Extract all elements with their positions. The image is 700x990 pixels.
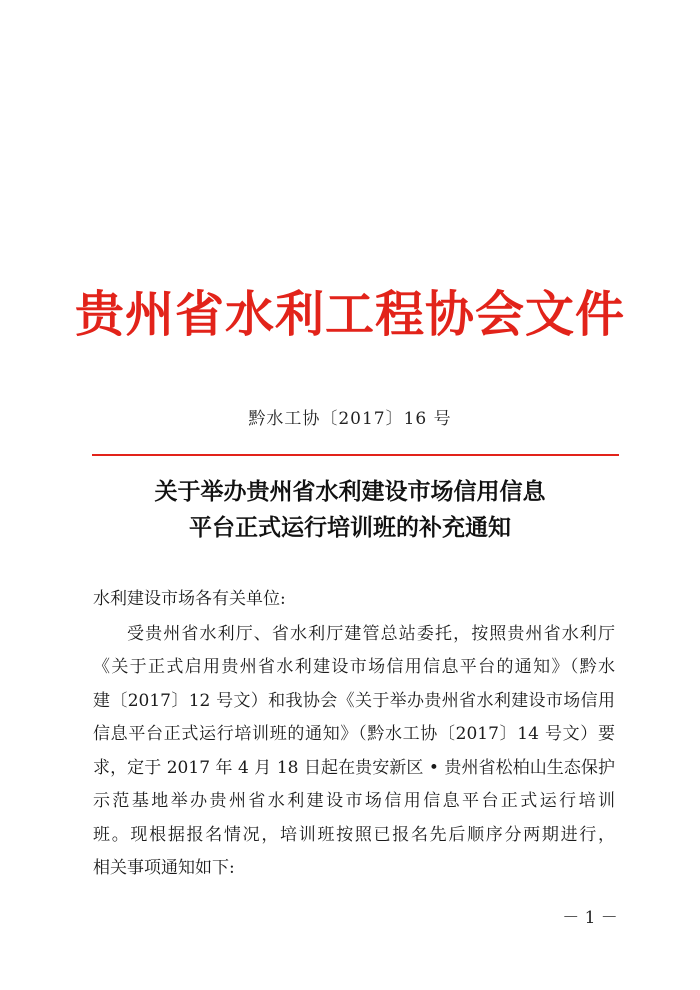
body-line: 受贵州省水利厅、省水利厅建管总站委托，按照贵州省水利厅 bbox=[127, 624, 615, 644]
body-line: 班。现根据报名情况，培训班按照已报名先后顺序分两期进行， bbox=[93, 825, 615, 845]
salutation: 水利建设市场各有关单位: bbox=[93, 589, 286, 609]
body-line: 信息平台正式运行培训班的通知》（黔水工协〔2017〕14 号文）要 bbox=[93, 724, 615, 744]
body-line: 求，定于 2017 年 4 月 18 日起在贵安新区 • 贵州省松柏山生态保护 bbox=[93, 758, 615, 778]
document-number: 黔水工协〔2017〕16 号 bbox=[248, 409, 452, 429]
body-line: 相关事项通知如下: bbox=[93, 858, 235, 878]
body-line: 示范基地举办贵州省水利建设市场信用信息平台正式运行培训 bbox=[93, 791, 615, 811]
page-number: － 1 － bbox=[562, 908, 618, 928]
body-line: 建〔2017〕12 号文）和我协会《关于举办贵州省水利建设市场信用 bbox=[93, 691, 615, 711]
document-title-line-1: 关于举办贵州省水利建设市场信用信息 bbox=[154, 479, 546, 505]
red-separator-rule bbox=[92, 454, 619, 456]
document-masthead: 贵州省水利工程协会文件 bbox=[74, 286, 625, 343]
document-title-line-2: 平台正式运行培训班的补充通知 bbox=[189, 515, 511, 541]
body-line: 《关于正式启用贵州省水利建设市场信用信息平台的通知》（黔水 bbox=[93, 657, 615, 677]
